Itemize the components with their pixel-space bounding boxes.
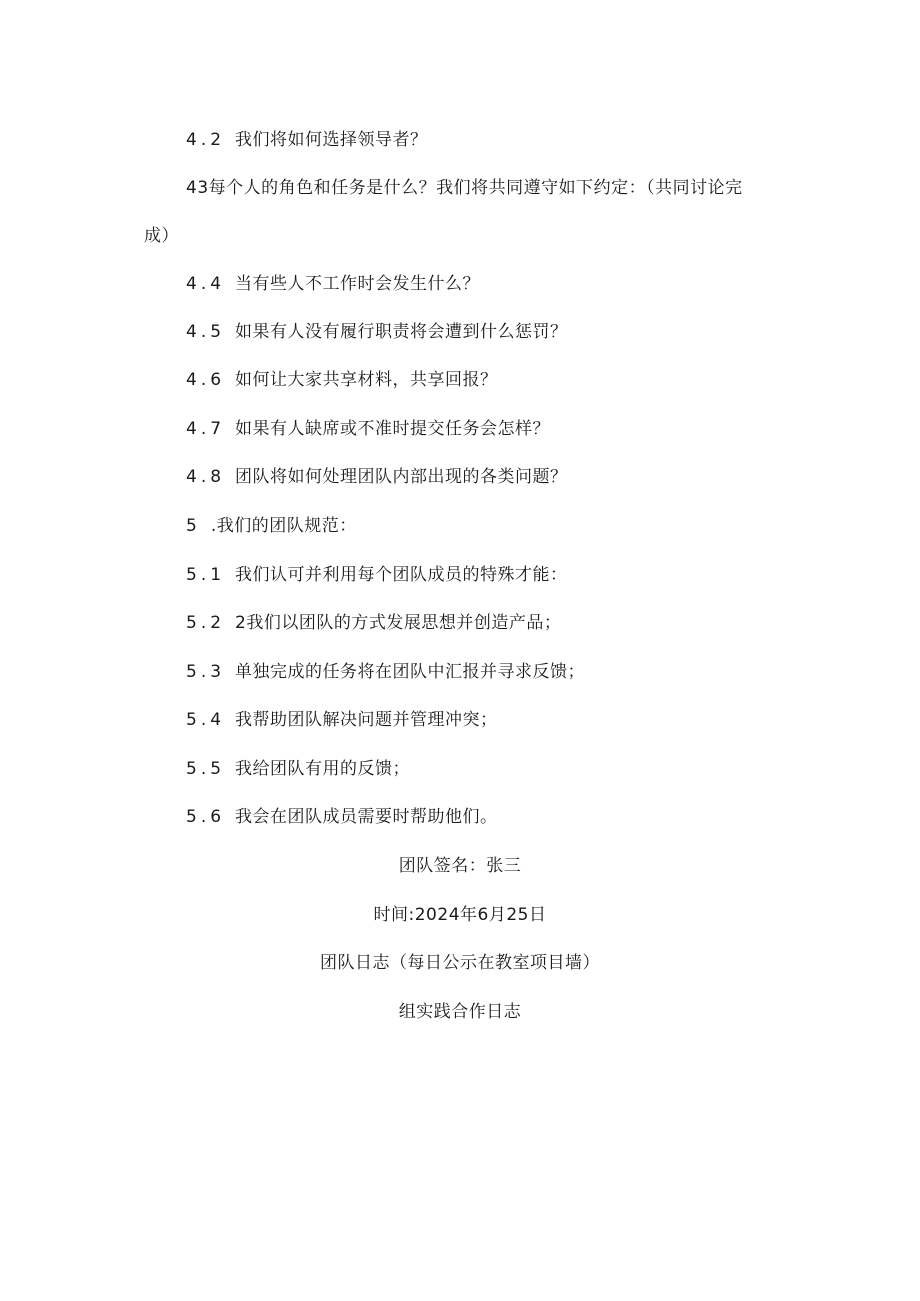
item-5-5 — [186, 757, 410, 781]
section-5-heading — [186, 514, 357, 538]
item-text: 我们认可并利用每个团队成员的特殊才能： — [235, 565, 568, 585]
item-number: 5 — [186, 516, 201, 536]
item-number: 4.6 — [186, 370, 226, 390]
item-5-1 — [186, 563, 568, 587]
item-4-8 — [186, 465, 568, 489]
item-text: 我帮助团队解决问题并管理冲突； — [235, 710, 498, 730]
signature-date: 时间:2024年6月25日 — [373, 905, 547, 925]
item-4-3-continued — [144, 224, 179, 248]
item-4-2 — [186, 128, 428, 152]
item-text: .我们的团队规范： — [210, 516, 357, 536]
item-text: 如何让大家共享材料，共享回报？ — [235, 370, 498, 390]
item-text: 2我们以团队的方式发展思想并创造产品； — [235, 613, 562, 633]
item-number: 4.8 — [186, 467, 226, 487]
team-log-subtitle: 组实践合作日志 — [398, 1002, 522, 1022]
item-4-4 — [186, 272, 480, 296]
item-number: 5.1 — [186, 565, 226, 585]
item-number: 5.4 — [186, 710, 226, 730]
item-4-3 — [186, 176, 743, 200]
item-number: 5.6 — [186, 807, 226, 827]
item-number: 4.2 — [186, 130, 226, 150]
item-4-7 — [186, 417, 550, 441]
item-text: 我们将如何选择领导者？ — [235, 130, 428, 150]
item-5-2 — [186, 611, 561, 635]
item-text: 我给团队有用的反馈； — [235, 759, 411, 779]
item-text: 如果有人没有履行职责将会遭到什么惩罚？ — [235, 322, 568, 342]
item-4-5 — [186, 320, 568, 344]
item-number: 5.2 — [186, 613, 226, 633]
item-number: 4.5 — [186, 322, 226, 342]
item-5-4 — [186, 708, 498, 732]
item-number: 5.3 — [186, 662, 226, 682]
item-text: 如果有人缺席或不准时提交任务会怎样？ — [235, 419, 551, 439]
item-text: 单独完成的任务将在团队中汇报并寻求反馈； — [235, 662, 586, 682]
item-number: 4.7 — [186, 419, 226, 439]
team-signature: 团队签名：张三 — [398, 856, 522, 876]
item-5-3 — [186, 660, 585, 684]
item-text: 43每个人的角色和任务是什么？我们将共同遵守如下约定：（共同讨论完 — [186, 178, 743, 198]
item-4-6 — [186, 368, 498, 392]
item-text: 我会在团队成员需要时帮助他们。 — [235, 807, 498, 827]
item-number: 5.5 — [186, 759, 226, 779]
item-text: 当有些人不工作时会发生什么？ — [235, 274, 481, 294]
item-text: 成） — [144, 226, 179, 246]
item-text: 团队将如何处理团队内部出现的各类问题？ — [235, 467, 568, 487]
team-log-title: 团队日志（每日公示在教室项目墙） — [320, 953, 600, 973]
item-number: 4.4 — [186, 274, 226, 294]
item-5-6 — [186, 805, 498, 829]
